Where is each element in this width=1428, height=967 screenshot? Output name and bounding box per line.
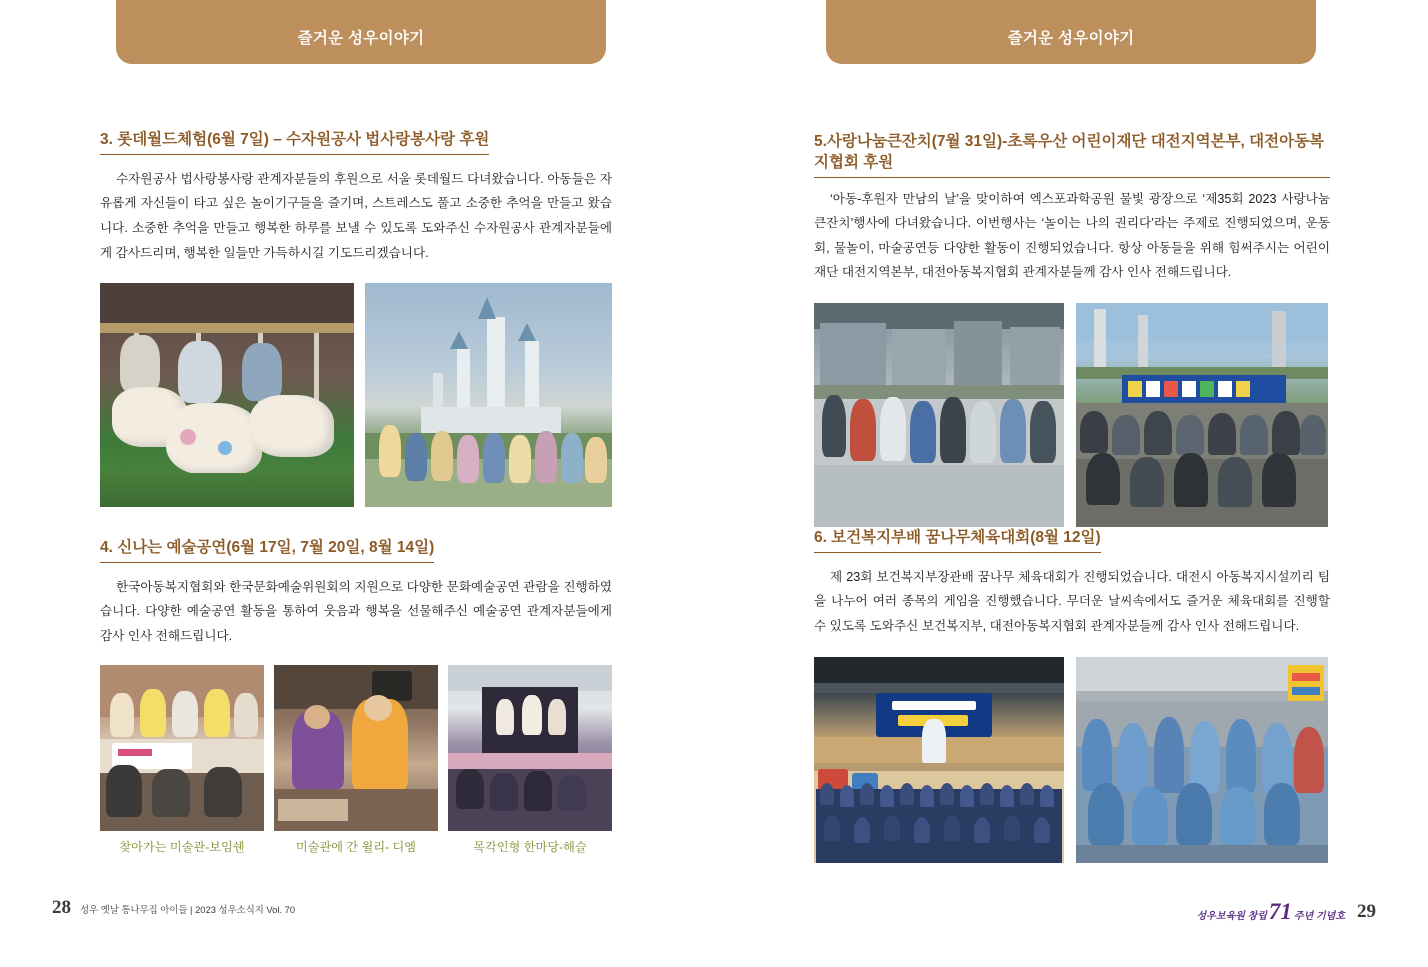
brand-prefix: 성우보육원 창립	[1196, 911, 1267, 922]
banner-label-right: 즐거운 성우이야기	[1007, 30, 1135, 47]
article-5-title: 5.사랑나눔큰잔치(7월 31일)-초록우산 어린이재단 대전지역본부, 대전아동복지협회 후원	[814, 132, 1330, 178]
article-4-caption-row	[100, 838, 612, 855]
article-6-title: 6. 보건복지부배 꿈나무체육대회(8월 12일)	[814, 528, 1101, 553]
photo-mobile-museum	[100, 665, 264, 831]
banner-label: 즐거운 성우이야기	[297, 30, 425, 47]
article-5-body: ‘아동-후원자 만남의 날’을 맞이하여 엑스포과학공원 물빛 광장으로 ‘제35회 2023 사랑나눔 큰잔치’행사에 다녀왔습니다. 이번행사는 ‘놀이는 나의 권리다’라는 주제로 진행되었으며, 운동회, 물놀이, 마술공연등 다양한 활동이 진행되었습니다. 항상 아동들을 위해 힘써주시는 어린이재단 대전지역본부, 대전아동복지협회 관계자분들께 감사 인사 전해드립니다.	[814, 191, 1330, 280]
article-6	[814, 528, 1330, 863]
footer-right	[1197, 900, 1377, 923]
article-3-body: 수자원공사 법사랑봉사랑 관계자분들의 후원으로 서울 롯데월드 다녀왔습니다. 아동들은 자유롭게 자신들이 타고 싶은 놀이기구들을 즐기며, 스트레스도 풀고 소중한 추억을 만들고 왔습니다. 소중한 추억을 만들고 행복한 하루를 보낼 수 있도록 도와주신 수자원공사 관계자분들에게 감사드리며, 행복한 일들만 가득하시길 기도드리겠습니다.	[100, 171, 612, 260]
article-3	[100, 130, 612, 507]
brand-number: 71	[1268, 899, 1292, 924]
article-5-photo-row	[814, 303, 1330, 527]
photo-lotte-castle	[365, 283, 612, 507]
page-number-left: 28	[52, 897, 71, 918]
brand-suffix: 주년 기념호	[1293, 911, 1345, 922]
footer-left	[52, 897, 295, 919]
anniversary-brand-mark	[1197, 900, 1346, 923]
article-4-title: 4. 신나는 예술공연(6월 17일, 7월 20일, 8월 14일)	[100, 538, 434, 563]
page-header-banner-right	[826, 0, 1316, 64]
article-6-photo-row	[814, 657, 1330, 863]
article-4	[100, 538, 612, 855]
photo-willy-dem	[274, 665, 438, 831]
page-right	[714, 0, 1428, 967]
caption-willy-dem: 미술관에 간 윌리- 디엠	[295, 839, 417, 854]
footer-text-left: 성우 옛날 통나무집 아이들 | 2023 성우소식지 Vol. 70	[80, 904, 296, 915]
page-number-right: 29	[1357, 900, 1376, 922]
article-5	[814, 132, 1330, 527]
photo-expo-stage-crowd	[1076, 303, 1328, 527]
article-6-body: 제 23회 보건복지부장관배 꿈나무 체육대회가 진행되었습니다. 대전시 아동복지시설끼리 팀을 나누어 여러 종목의 게임을 진행했습니다. 무더운 날씨속에서도 즐거운 체육대회를 진행할 수 있도록 도와주신 보건복지부, 대전아동복지협회 관계자분들께 감사 인사 전해드립니다.	[814, 569, 1330, 634]
photo-puppet-show	[448, 665, 612, 831]
article-3-photo-row	[100, 283, 612, 507]
photo-gym-opening-ceremony	[814, 657, 1064, 863]
photo-water-plaza-lineup	[814, 303, 1064, 527]
article-4-body: 한국아동복지협회와 한국문화예술위원회의 지원으로 다양한 문화예술공연 관람을 진행하였습니다. 다양한 예술공연 활동을 통하여 웃음과 행복을 선물해주신 예술공연 관계자분들에게 감사 인사 전해드립니다.	[100, 579, 612, 644]
photo-gym-cheering	[1076, 657, 1328, 863]
caption-mobile-museum: 찾아가는 미술관-보임쉔	[119, 839, 245, 854]
photo-carousel-ride	[100, 283, 354, 507]
article-3-title: 3. 롯데월드체험(6월 7일) – 수자원공사 법사랑봉사랑 후원	[100, 130, 489, 155]
page-header-banner-left	[116, 0, 606, 64]
article-4-photo-row	[100, 665, 612, 831]
caption-puppet-show: 목각인형 한마당-해슬	[473, 839, 587, 854]
